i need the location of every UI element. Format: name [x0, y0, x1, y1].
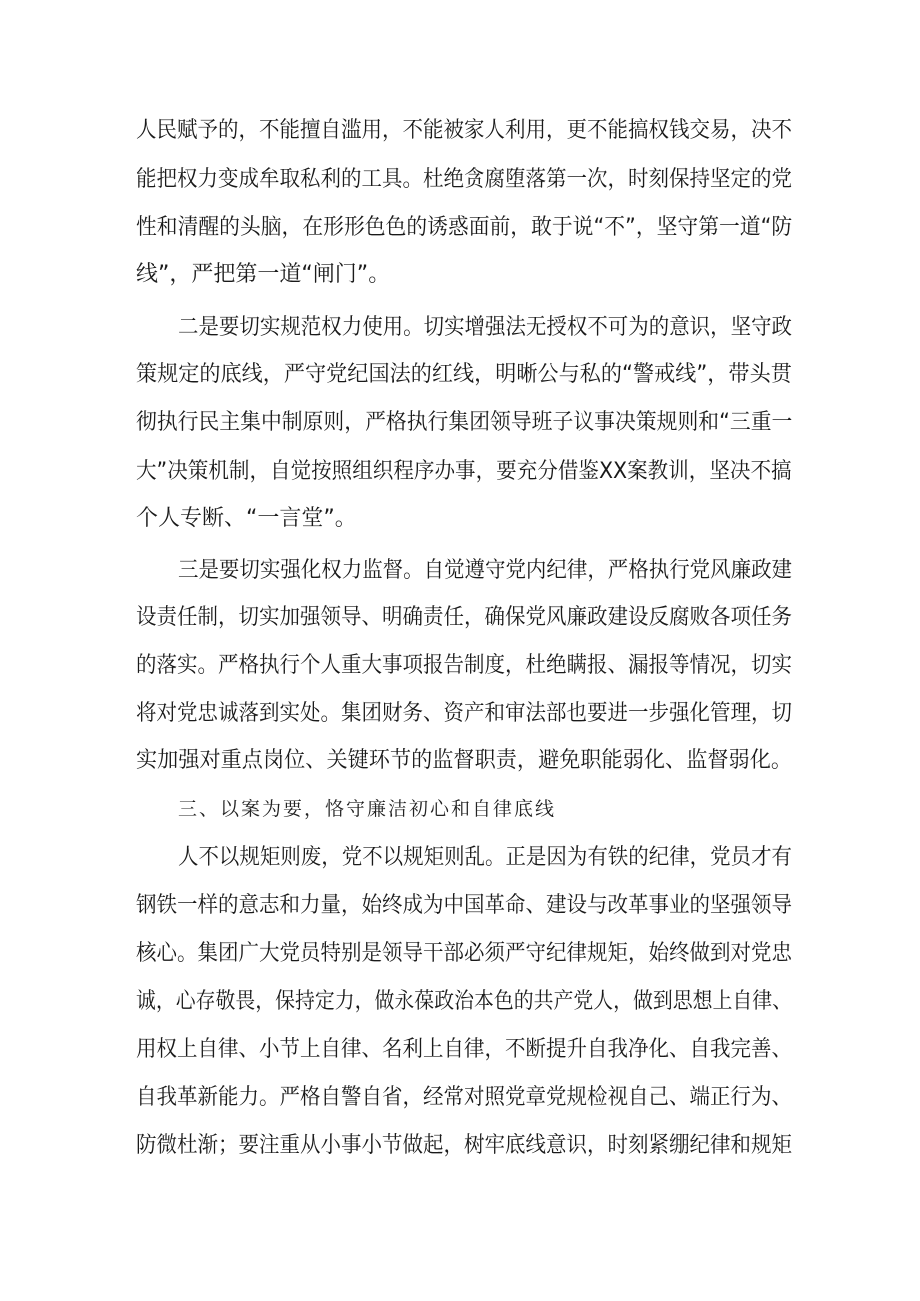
paragraph-first-line: 三是要切实强化权力监督。自觉遵守党内纪律，严格执行党风廉政建: [178, 558, 793, 583]
text-line: 用权上自律、小节上自律、名利上自律，不断提升自我净化、自我完善、: [136, 1037, 793, 1062]
text-line: 性和清醒的头脑，在形形色色的诱惑面前，敢于说“不”，坚守第一道“防: [136, 215, 793, 240]
paragraph-first-line: 人不以规矩则废，党不以规矩则乱。正是因为有铁的纪律，党员才有: [178, 845, 793, 870]
text-line: 将对党忠诚落到实处。集团财务、资产和审法部也要进一步强化管理，切: [136, 701, 793, 726]
text-line: 线”，严把第一道“闸门”。: [136, 262, 391, 287]
text-line: 策规定的底线，严守党纪国法的红线，明晰公与私的“警戒线”，带头贯: [136, 362, 792, 387]
text-line: 诚，心存敬畏，保持定力，做永葆政治本色的共产党人，做到思想上自律、: [136, 989, 793, 1014]
text-line: 能把权力变成牟取私利的工具。杜绝贪腐堕落第一次，时刻保持坚定的党: [136, 167, 793, 192]
section-heading: 三、以案为要，恪守廉洁初心和自律底线: [178, 798, 557, 820]
text-line: 实加强对重点岗位、关键环节的监督职责，避免职能弱化、监督弱化。: [136, 748, 793, 773]
paragraph-first-line: 二是要切实规范权力使用。切实增强法无授权不可为的意识，坚守政: [178, 315, 793, 340]
text-line: 核心。集团广大党员特别是领导干部必须严守纪律规矩，始终做到对党忠: [136, 941, 793, 966]
text-line: 自我革新能力。严格自警自省，经常对照党章党规检视自己、端正行为、: [136, 1085, 793, 1110]
text-line: 人民赋予的，不能擅自滥用，不能被家人利用，更不能搞权钱交易，决不: [136, 118, 793, 143]
text-line: 设责任制，切实加强领导、明确责任，确保党风廉政建设反腐败各项任务: [136, 605, 793, 630]
text-line: 防微杜渐；要注重从小事小节做起，树牢底线意识，时刻紧绷纪律和规矩: [136, 1133, 793, 1158]
text-line: 钢铁一样的意志和力量，始终成为中国革命、建设与改革事业的坚强领导: [136, 893, 793, 918]
text-line: 的落实。严格执行个人重大事项报告制度，杜绝瞒报、漏报等情况，切实: [136, 653, 793, 678]
text-line: 彻执行民主集中制原则，严格执行集团领导班子议事决策规则和“三重一: [136, 410, 793, 435]
text-line: 个人专断、“一言堂”。: [136, 506, 357, 531]
text-line: 大”决策机制，自觉按照组织程序办事，要充分借鉴XX案教训，坚决不搞: [136, 459, 792, 484]
